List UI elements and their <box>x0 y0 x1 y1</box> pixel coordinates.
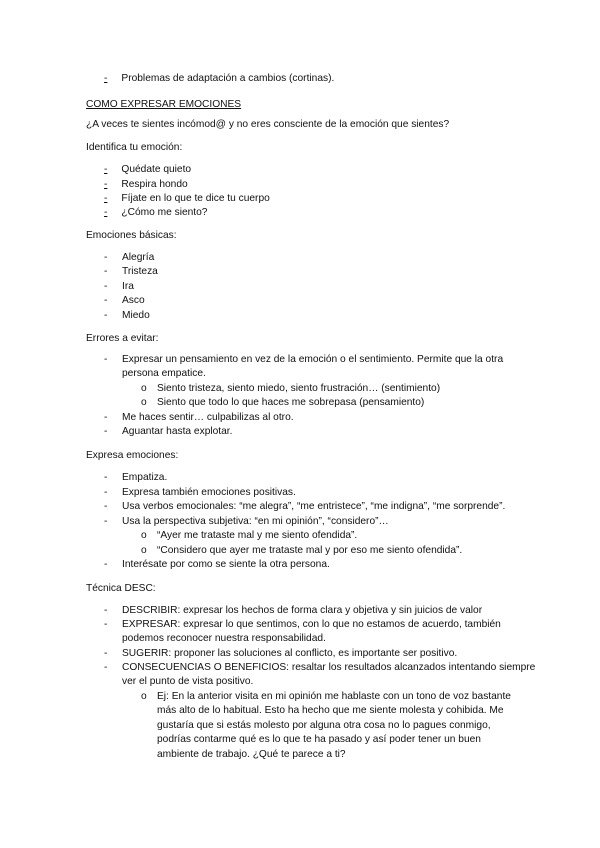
basic-emotion-item: - Asco <box>104 295 145 306</box>
express-item: - Usa la perspectiva subjetiva: “en mi opinión”, “considero”… <box>104 516 389 527</box>
intro-item-text: Problemas de adaptación a cambios (cortinas). <box>121 73 335 84</box>
desc-example-line: podrías contarme qué es lo que te ha pasado y así poder tener un buen <box>157 734 481 745</box>
intro-question: ¿A veces te sientes incómod@ y no eres consciente de la emoción que sientes? <box>86 119 450 130</box>
identify-item: - Fíjate en lo que te dice tu cuerpo <box>104 193 270 204</box>
basic-emotion-item: - Alegría <box>104 252 155 263</box>
desc-item: - SUGERIR: proponer las soluciones al conflicto, es importante ser positivo. <box>104 648 458 659</box>
express-item: - Empatiza. <box>104 472 168 483</box>
express-item: - Usa verbos emocionales: “me alegra”, “me entristece”, “me indigna”, “me sorprende”. <box>104 501 506 512</box>
errors-item-continuation: persona empatice. <box>122 368 206 379</box>
desc-example-line: Ej: En la anterior visita en mi opinión me hablaste con un tono de voz bastante <box>157 691 511 702</box>
identify-item: - ¿Cómo me siento? <box>104 207 208 218</box>
express-item: - Interésate por como se siente la otra persona. <box>104 559 330 570</box>
desc-item-continuation: podemos reconocer nuestra responsabilidad. <box>122 633 326 644</box>
errors-subitem: o Siento tristeza, siento miedo, siento frustración… (sentimiento) <box>141 383 441 394</box>
errors-item: - Expresar un pensamiento en vez de la emoción o el sentimiento. Permite que la otra <box>104 354 504 365</box>
basic-emotions-title: Emociones básicas: <box>86 230 177 241</box>
desc-item: - EXPRESAR: expresar lo que sentimos, con lo que no estamos de acuerdo, también <box>104 619 501 630</box>
errors-subitem: o Siento que todo lo que haces me sobrepasa (pensamiento) <box>141 397 425 408</box>
identify-item: - Quédate quieto <box>104 164 192 175</box>
desc-example-line: gustaría que si estás molesto por alguna otra cosa no lo pagues conmigo, <box>157 720 491 731</box>
basic-emotion-item: - Ira <box>104 281 134 292</box>
desc-title: Técnica DESC: <box>86 583 156 594</box>
errors-item: - Me haces sentir… culpabilizas al otro. <box>104 412 294 423</box>
express-item: - Expresa también emociones positivas. <box>104 487 296 498</box>
list-dash: - <box>104 73 108 84</box>
desc-item-continuation: ver el punto de vista positivo. <box>122 676 254 687</box>
desc-item: - DESCRIBIR: expresar los hechos de forma clara y objetiva y sin juicios de valor <box>104 605 483 616</box>
errors-item: - Aguantar hasta explotar. <box>104 426 233 437</box>
express-subitem: o “Ayer me trataste mal y me siento ofendida”. <box>141 530 358 541</box>
express-title: Expresa emociones: <box>86 450 179 461</box>
desc-example-line: ambiente de trabajo. ¿Qué te parece a ti? <box>157 749 346 760</box>
express-subitem: o “Considero que ayer me trataste mal y por eso me siento ofendida”. <box>141 545 463 556</box>
basic-emotion-item: - Tristeza <box>104 266 158 277</box>
desc-item: - CONSECUENCIAS O BENEFICIOS: resaltar los resultados alcanzados intentando siempre <box>104 662 536 673</box>
identify-item: - Respira hondo <box>104 179 188 190</box>
section-heading: COMO EXPRESAR EMOCIONES <box>86 99 242 110</box>
errors-title: Errores a evitar: <box>86 333 159 344</box>
basic-emotion-item: - Miedo <box>104 310 150 321</box>
desc-example-marker: o <box>141 691 147 702</box>
identify-title: Identifica tu emoción: <box>86 142 183 153</box>
desc-example-line: más alto de lo habitual. Esto ha hecho que me siente molesta y cohibida. Me <box>157 705 504 716</box>
intro-list-item <box>104 72 334 85</box>
